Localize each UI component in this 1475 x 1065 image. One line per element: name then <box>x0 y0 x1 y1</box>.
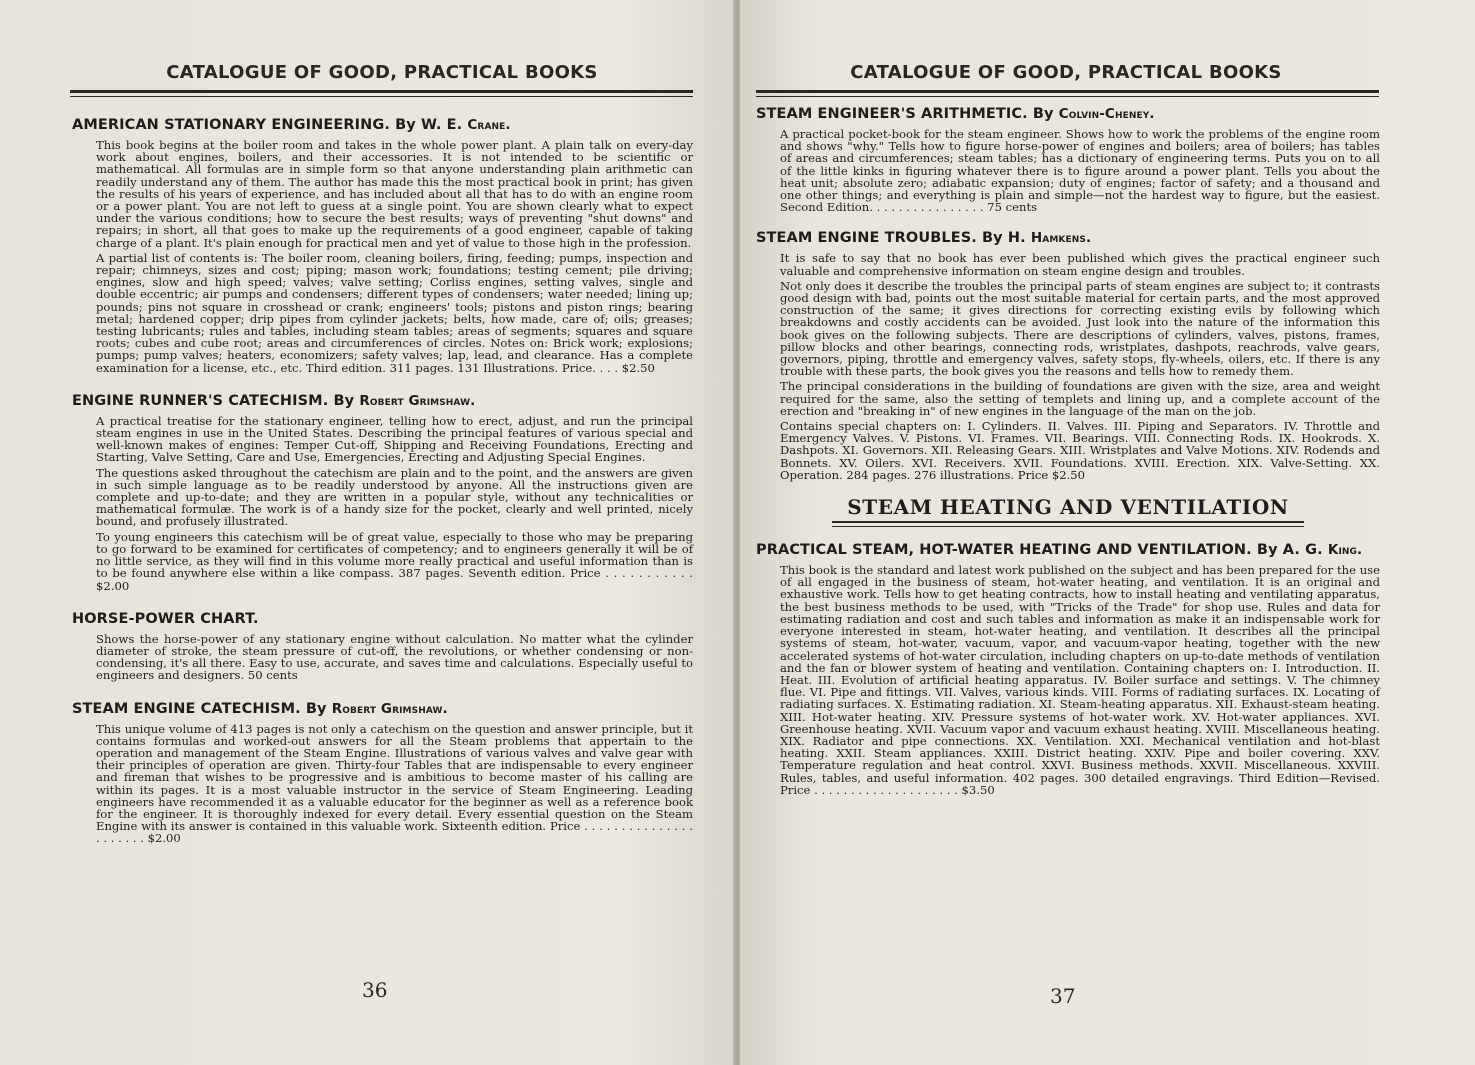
right-page <box>740 0 1475 1065</box>
entry-paragraph: This unique volume of 413 pages is not only a catechism on the question and answer principle, but it contains formulas and worked-out answers for all the Steam problems that appertain to the operation and management of the Steam Engine. Illustrations of various valves and valve gear with their principles of operation are given. Thirty-four Tables that are indispensable to every engineer and fireman that wishes to be progressive and is ambitious to become master of his calling are within its pages. It is a most valuable instructor in the service of Steam Engineering. Leading engineers have recommended it as a valuable educator for the beginner as well as a reference book for the engineer. It is thoroughly indexed for every detail. Every essential question on the Steam Engine with its answer is contained in this valuable work. Sixteenth edition. Price . . . . . . . . . . . . . . . . . . . . . . $2.00 <box>96 721 693 846</box>
entry-title-text: STEAM ENGINE TROUBLES. <box>756 230 977 247</box>
running-head-right: CATALOGUE OF GOOD, PRACTICAL BOOKS <box>850 62 1282 83</box>
entry-paragraph: The principal considerations in the building of foundations are given with the size, area and weight required for the same, also the setting of templets and lining up, and a complete account of the erection and "breaking in" of new engines in the language of the man on the job. <box>780 379 1380 418</box>
book-entry <box>756 105 1380 213</box>
entry-by: By <box>1032 106 1054 122</box>
running-head-left: CATALOGUE OF GOOD, PRACTICAL BOOKS <box>166 62 598 83</box>
book-entry <box>72 116 693 374</box>
right-column <box>756 105 1380 799</box>
entry-title-text: HORSE-POWER CHART. <box>72 610 259 627</box>
book-entry <box>72 610 693 682</box>
entry-title <box>756 229 1380 248</box>
entry-by: By <box>333 392 355 409</box>
entry-title-text: STEAM ENGINE CATECHISM. <box>72 700 301 717</box>
entry-title <box>72 700 693 719</box>
book-entry <box>72 700 693 845</box>
left-column <box>72 116 693 848</box>
entry-paragraph: Contains special chapters on: I. Cylinders. II. Valves. III. Piping and Separators. IV. Throttle and Emergency Valves. V. Pistons. VI. Frames. VII. Bearings. VIII. Connecting Rods. IX. Hookrods. X. Dashpots. XI. Governors. XII. Releasing Gears. XIII. Wristplates and Valve Motions. XIV. Rodends and Bonnets. XV. Oilers. XVI. Receivers. XVII. Foundations. XVIII. Erection. XIX. Valve-Setting. XX. Operation. 284 pages. 276 illustrations. Price $2.50 <box>780 419 1380 482</box>
entry-paragraph: It is safe to say that no book has ever been published which gives the practical engineer such valuable and comprehensive information on steam engine design and troubles. <box>780 251 1380 278</box>
page-number: 37 <box>1050 984 1076 1008</box>
entry-paragraph: A partial list of contents is: The boiler room, cleaning boilers, firing, feeding; pumps, inspection and repair; chimneys, sizes and cost; piping; mason work; foundations; testing cement; pile driving; engines, slow and high speed; valves; valve setting; Corliss engines, setting valves, single and double eccentric; air pumps and condensers; different types of condensers; water needed; lining up; pounds; pins not square in crosshead or crank; engineers' tools; pistons and piston rings; bearing metal; hardened copper; drip pipes from cylinder jackets; belts, how made, care of; oils; greases; testing lubricants; rules and tables, including steam tables; areas of segments; squares and square roots; cubes and cube root; areas and circumferences of circles. Notes on: Brick work; explosions; pumps; pump valves; heaters, economizers; safety valves; lap, lead, and clearance. Has a complete examination for a license, etc., etc. Third edition. 311 pages. 131 Illustrations. Price. . . . $2.50 <box>96 250 693 375</box>
entry-title <box>756 105 1380 124</box>
entry-paragraph: To young engineers this catechism will be of great value, especially to those who may be preparing to go forward to be examined for certificates of competency; and to engineers generally it will be of no little service, as they will find in this volume more really practical and useful information than is to be found anywhere else within a like compass. 387 pages. Seventh edition. Price . . . . . . . . . . . $2.00 <box>96 529 693 593</box>
entry-paragraph: The questions asked throughout the catechism are plain and to the point, and the answers are given in such simple language as to be readily understood by anyone. All the instructions given are complete and up-to-date; and they are written in a popular style, without any technicalities or mathematical formulæ. The work is of a handy size for the pocket, clearly and well printed, nicely bound, and profusely illustrated. <box>96 465 693 529</box>
entry-paragraph: A practical pocket-book for the steam engineer. Shows how to work the problems of the engine room and shows "why." Tells how to figure horse-power of engines and boilers; area of boilers; has tables of areas and circumferences; steam tables; has a dictionary of engineering terms. Puts you on to all of the little kinks in figuring whatever there is to figure around a power plant. Tells you about the heat unit; absolute zero; adiabatic expansion; duty of engines; factor of safety; and a thousand and one other things; and everything is plain and simple—not the hardest way to figure, but the easiest. Second Edition. . . . . . . . . . . . . . . . 75 cents <box>780 127 1380 215</box>
entry-author: Robert Grimshaw. <box>331 700 448 717</box>
entry-author: Crane. <box>467 117 511 133</box>
left-page <box>0 0 735 1065</box>
page-number: 36 <box>362 978 388 1002</box>
entry-title-text: ENGINE RUNNER'S CATECHISM. <box>72 392 329 409</box>
entry-by: By H. <box>982 230 1026 247</box>
book-entry <box>72 392 693 592</box>
entry-title <box>756 541 1380 560</box>
entry-by: By <box>305 700 327 717</box>
section-rule-thin <box>832 526 1304 527</box>
entry-paragraph: This book begins at the boiler room and takes in the whole power plant. A plain talk on every-day work about engines, boilers, and their accessories. It is not intended to be scientific or mathematical. All formulas are in simple form so that anyone understanding plain arithmetic can readily understand any of them. The author has made this the most practical book in print; has given the results of his years of experience, and has included about all that has to do with an engine room or a power plant. You are not left to guess at a single point. You are shown clearly what to expect under the various conditions; how to secure the best results; ways of preventing "shut downs" and repairs; in short, all that goes to make up the requirements of a good engineer, capable of taking charge of a plant. It's plain enough for practical men and yet of value to those high in the profession. <box>96 138 693 250</box>
head-rule-thin <box>70 96 693 97</box>
entry-title <box>72 392 693 411</box>
head-rule-thin <box>756 96 1379 97</box>
entry-title <box>72 610 693 629</box>
head-rule <box>756 90 1379 93</box>
entry-by: By A. G. <box>1256 542 1323 559</box>
book-entry <box>756 229 1380 481</box>
entry-title-text: PRACTICAL STEAM, HOT-WATER HEATING AND VENTILATION. <box>756 542 1252 559</box>
section-rule <box>832 521 1304 523</box>
entry-author: King. <box>1327 542 1363 559</box>
book-entry <box>756 541 1380 796</box>
entry-author: Colvin-Cheney. <box>1058 106 1155 122</box>
entry-by: By W. E. <box>395 117 463 133</box>
entry-title-text: STEAM ENGINEER'S ARITHMETIC. <box>756 106 1028 122</box>
entry-title-text: AMERICAN STATIONARY ENGINEERING. <box>72 117 390 133</box>
entry-author: Hamkens. <box>1030 230 1092 247</box>
entry-paragraph: Not only does it describe the troubles the principal parts of steam engines are subject to; it contrasts good design with bad, points out the most suitable material for certain parts, and the most approved construction of the same; it gives directions for correcting existing evils by following which breakdowns and costly accidents can be avoided. Just look into the nature of the information this book gives on the following subjects. There are descriptions of cylinders, valves, pistons, frames, pillow blocks and other bearings, connecting rods, wristplates, dashpots, reachrods, valve gears, governors, piping, throttle and emergency valves, safety stops, fly-wheels, oilers, etc. If there is any trouble with these parts, the book gives you the reasons and tells how to remedy them. <box>780 278 1380 379</box>
head-rule <box>70 90 693 93</box>
section-heading-block <box>756 495 1380 527</box>
entry-paragraph: This book is the standard and latest work published on the subject and has been prepared for the use of all engaged in the business of steam, hot-water heating, and ventilation. It is an original and exhaustive work. Tells how to get heating contracts, how to install heating and ventilating apparatus, the best business methods to be used, with "Tricks of the Trade" for shop use. Rules and data for estimating radiation and cost and such tables and information as make it an indispensable work for everyone interested in steam, hot-water heating, and ventilation. It describes all the principal systems of steam, hot-water, vacuum, vapor, and vacuum-vapor heating, together with the new accelerated systems of hot-water circulation, including chapters on up-to-date methods of ventilation and the fan or blower system of heating and ventilation. Containing chapters on: I. Introduction. II. Heat. III. Evolution of artificial heating apparatus. IV. Boiler surface and settings. V. The chimney flue. VI. Pipe and fittings. VII. Valves, various kinds. VIII. Forms of radiating surfaces. IX. Locating of radiating surfaces. X. Estimating radiation. XI. Steam-heating apparatus. XII. Exhaust-steam heating. XIII. Hot-water heating. XIV. Pressure systems of hot-water work. XV. Hot-water appliances. XVI. Greenhouse heating. XVII. Vacuum vapor and vacuum exhaust heating. XVIII. Miscellaneous heating. XIX. Radiator and pipe connections. XX. Ventilation. XXI. Mechanical ventilation and hot-blast heating. XXII. Steam appliances. XXIII. District heating. XXIV. Pipe and boiler covering. XXV. Temperature regulation and heat control. XXVI. Business methods. XXVII. Miscellaneous. XXVIII. Rules, tables, and useful information. 402 pages. 300 detailed engravings. Third Edition—Revised. Price . . . . . . . . . . . . . . . . . . . . $3.50 <box>780 563 1380 797</box>
section-heading: STEAM HEATING AND VENTILATION <box>847 495 1289 520</box>
entry-title <box>72 116 693 135</box>
entry-paragraph: A practical treatise for the stationary engineer, telling how to erect, adjust, and run the principal steam engines in use in the United States. Describing the principal features of various special and well-known makes of engines: Temper Cut-off, Shipping and Receiving Foundations, Erecting and Starting, Valve Setting, Care and Use, Emergencies, Erecting and Adjusting Special Engines. <box>96 413 693 465</box>
entry-paragraph: Shows the horse-power of any stationary engine without calculation. No matter what the cylinder diameter of stroke, the steam pressure of cut-off, the revolutions, or whether condensing or non-condensing, it's all there. Easy to use, accurate, and saves time and calculations. Especially useful to engineers and designers. 50 cents <box>96 631 693 683</box>
entry-author: Robert Grimshaw. <box>359 392 476 409</box>
